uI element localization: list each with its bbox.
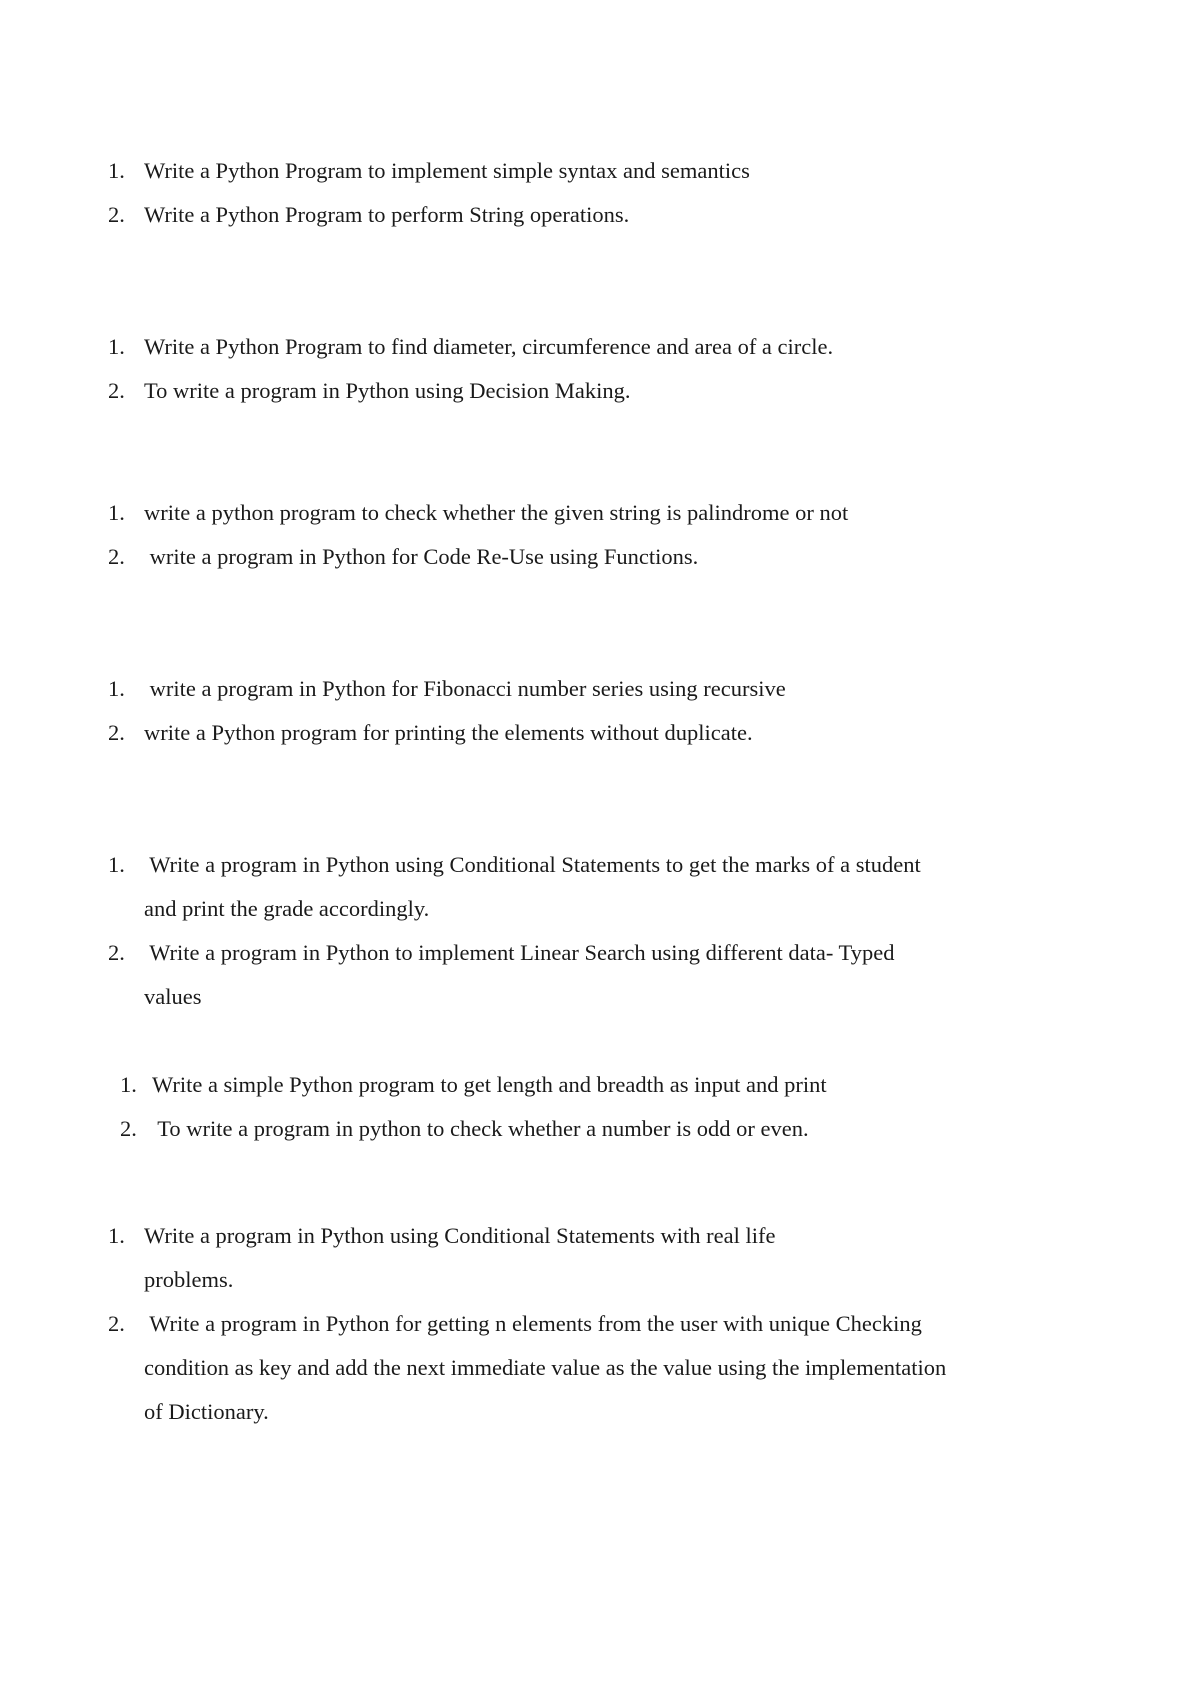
list-number: 1.	[108, 676, 125, 701]
list-text: Write a program in Python for getting n elements from the user with unique Checking	[144, 1311, 922, 1336]
list-number: 1.	[108, 1223, 125, 1248]
list-text: Write a Python Program to perform String operations.	[144, 202, 630, 227]
list-number: 2.	[108, 378, 125, 403]
list-number: 1.	[108, 158, 125, 183]
list-number: 1.	[108, 334, 125, 359]
list-number: 2.	[108, 720, 125, 745]
list-text: To write a program in Python using Decision Making.	[144, 378, 631, 403]
list-number: 1.	[108, 852, 125, 877]
list-text: Write a Python Program to implement simple syntax and semantics	[144, 158, 750, 183]
list-text: write a program in Python for Fibonacci number series using recursive	[144, 676, 786, 701]
list-text-continuation: and print the grade accordingly.	[144, 896, 430, 921]
list-number: 1.	[108, 500, 125, 525]
list-number: 2.	[108, 202, 125, 227]
list-text-continuation: condition as key and add the next immediate value as the value using the implementation	[144, 1355, 947, 1380]
list-text: Write a program in Python to implement Linear Search using different data- Typed	[144, 940, 895, 965]
list-number: 2.	[108, 544, 125, 569]
list-text-continuation: of Dictionary.	[144, 1399, 269, 1424]
list-text: Write a simple Python program to get length and breadth as input and print	[152, 1072, 827, 1097]
list-number: 2.	[108, 940, 125, 965]
list-text: To write a program in python to check whether a number is odd or even.	[152, 1116, 809, 1141]
list-text: write a program in Python for Code Re-Use using Functions.	[144, 544, 699, 569]
list-text: Write a program in Python using Conditional Statements with real life	[144, 1223, 776, 1248]
list-number: 2.	[108, 1311, 125, 1336]
list-number: 2.	[120, 1116, 137, 1141]
list-text-continuation: problems.	[144, 1267, 234, 1292]
list-text: write a Python program for printing the elements without duplicate.	[144, 720, 753, 745]
list-text: Write a program in Python using Conditional Statements to get the marks of a student	[144, 852, 921, 877]
list-text-continuation: values	[144, 984, 202, 1009]
list-text: write a python program to check whether the given string is palindrome or not	[144, 500, 849, 525]
list-number: 1.	[120, 1072, 137, 1097]
list-text: Write a Python Program to find diameter, circumference and area of a circle.	[144, 334, 834, 359]
